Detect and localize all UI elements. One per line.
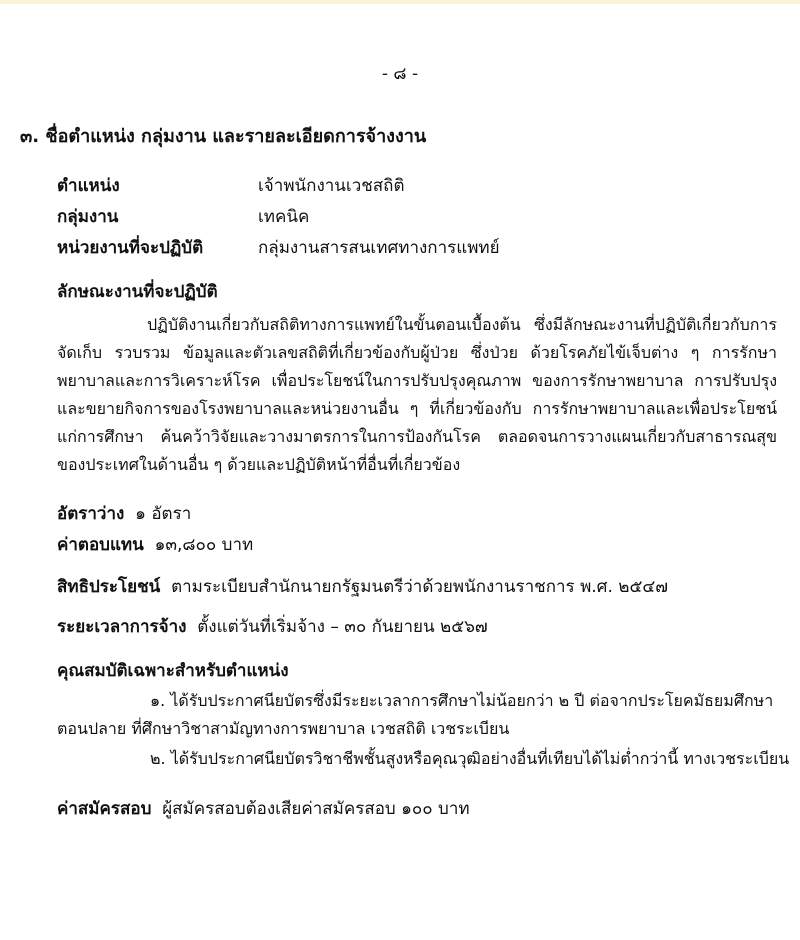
benefits-value: ตามระเบียบสำนักนายกรัฐมนตรีว่าด้วยพนักงานราชการ พ.ศ. ๒๕๔๗	[171, 577, 668, 597]
qualifications-heading: คุณสมบัติเฉพาะสำหรับตำแหน่ง	[57, 661, 289, 681]
vacancy-row	[57, 503, 191, 525]
group-value: เทคนิค	[258, 207, 310, 227]
qualification-item-1-line-2: ตอนปลาย ที่ศึกษาวิชาสามัญทางการพยาบาล เวชสถิติ เวชระเบียน	[57, 719, 510, 738]
section-heading: ๓. ชื่อตำแหน่ง กลุ่มงาน และรายละเอียดการจ้างงาน	[20, 126, 427, 147]
period-value: ตั้งแต่วันที่เริ่มจ้าง – ๓๐ กันยายน ๒๕๖๗	[197, 617, 488, 637]
fee-row	[57, 798, 470, 820]
qualification-item-1-line-1: ๑. ได้รับประกาศนียบัตรซึ่งมีระยะเวลาการศึกษาไม่น้อยกว่า ๒ ปี ต่อจากประโยคมัธยมศึกษา	[150, 691, 774, 710]
salary-label: ค่าตอบแทน	[57, 535, 144, 555]
job-nature-paragraph: ปฏิบัติงานเกี่ยวกับสถิติทางการแพทย์ในขั้นตอนเบื้องต้น ซึ่งมีลักษณะงานที่ปฏิบัติเกี่ยวกับการจัดเก็บ รวบรวม ข้อมูลและตัวเลขสถิติที่เกี่ยวข้องกับผู้ป่วย ซึ่งป่วย ด้วยโรคภัยไข้เจ็บต่าง ๆ การรักษาพยาบาลและการวิเคราะห์โรค เพื่อประโยชน์ในการปรับปรุงคุณภาพ ของการรักษาพยาบาล การปรับปรุงและขยายกิจการของโรงพยาบาลและหน่วยงานอื่น ๆ ที่เกี่ยวข้องกับ การรักษาพยาบาลและเพื่อประโยชน์แก่การศึกษา ค้นคว้าวิจัยและวางมาตรการในการป้องกันโรค ตลอดจนการวางแผนเกี่ยวกับสาธารณสุขของประเทศในด้านอื่น ๆ ด้วยและปฏิบัติหน้าที่อื่นที่เกี่ยวข้อง	[57, 315, 777, 474]
group-label: กลุ่มงาน	[57, 207, 119, 227]
benefits-row	[57, 576, 668, 598]
vacancy-value: ๑ อัตรา	[135, 504, 192, 524]
vacancy-label: อัตราว่าง	[57, 504, 125, 524]
position-value: เจ้าพนักงานเวชสถิติ	[258, 176, 405, 196]
page-number: - ๘ -	[381, 64, 419, 84]
salary-row	[57, 534, 253, 556]
qualification-item-2: ๒. ได้รับประกาศนียบัตรวิชาชีพชั้นสูงหรือคุณวุฒิอย่างอื่นที่เทียบได้ไม่ต่ำกว่านี้ ทางเวชระเบียน	[150, 749, 790, 768]
period-label: ระยะเวลาการจ้าง	[57, 617, 187, 637]
position-label: ตำแหน่ง	[57, 176, 120, 196]
job-nature-heading: ลักษณะงานที่จะปฏิบัติ	[57, 282, 218, 302]
fee-value: ผู้สมัครสอบต้องเสียค่าสมัครสอบ ๑๐๐ บาท	[162, 799, 470, 819]
salary-value: ๑๓,๘๐๐ บาท	[154, 535, 254, 555]
benefits-label: สิทธิประโยชน์	[57, 577, 161, 597]
unit-label: หน่วยงานที่จะปฏิบัติ	[57, 238, 204, 258]
fee-label: ค่าสมัครสอบ	[57, 799, 152, 819]
period-row	[57, 616, 488, 638]
unit-value: กลุ่มงานสารสนเทศทางการแพทย์	[258, 238, 500, 258]
page-top-strip	[0, 0, 800, 4]
